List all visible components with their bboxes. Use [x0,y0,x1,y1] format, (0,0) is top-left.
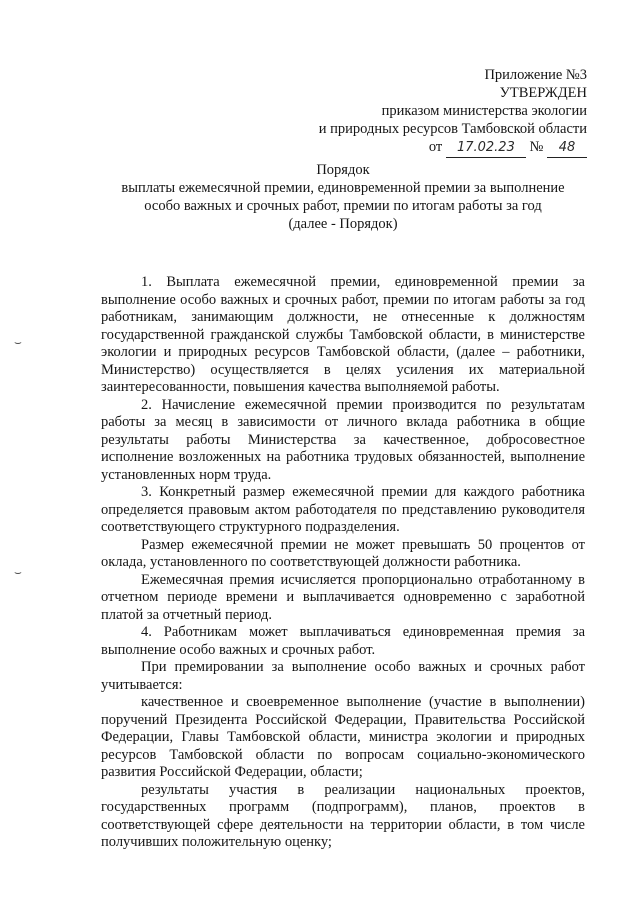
binding-mark-bottom: ⌣ [14,565,22,579]
paragraph: качественное и своевременное выполнение (участие в выполнении) поручений Президента Российской Федерации, Правительства Российской Федерации, Главы Тамбовской области, министра экологии и природных ресурсов Тамбовской области по вопросам социально-экономического развития Российской Федерации, области; [101,694,585,780]
paragraph: 4. Работникам может выплачиваться единовременная премия за выполнение особо важных и срочных работ. [101,624,585,658]
title-line-3: (далее - Порядок) [288,216,398,232]
approval-block [319,66,587,158]
approval-line-1: приказом министерства экологии [381,103,587,119]
approval-line-2: и природных ресурсов Тамбовской области [318,121,587,137]
document-body [101,274,585,852]
paragraph: результаты участия в реализации национальных проектов, государственных программ (подпрограмм), планов, проектов в соответствующей сфере деятельности на территории области, в том числе получивших положительную оценку; [101,781,585,850]
handwritten-number: 48 [547,139,587,158]
paragraph: 3. Конкретный размер ежемесячной премии для каждого работника определяется правовым актом работодателя по представлению руководителя соответствующего структурного подразделения. [101,484,585,535]
document-title [100,161,586,233]
paragraph: Ежемесячная премия исчисляется пропорционально отработанному в отчетном периоде времени и выплачивается одновременно с заработной платой за отчетный период. [101,571,585,623]
order-date-number [319,138,587,158]
binding-mark-top: ⌣ [14,335,22,349]
title-line-2: особо важных и срочных работ, премии по итогам работы за год [144,198,542,214]
number-label: № [529,139,544,155]
title-heading: Порядок [316,162,370,178]
appendix-number: Приложение №3 [484,67,587,83]
date-prefix: от [428,139,443,155]
paragraph: 2. Начисление ежемесячной премии производится по результатам работы за месяц в зависимости от личного вклада работника в общие результаты работы Министерства за качественное, добросовестное исполнение возложенных на работника трудовых обязанностей, выполнение установленных норм труда. [101,396,585,483]
approved-stamp: УТВЕРЖДЕН [499,85,587,101]
paragraph: При премировании за выполнение особо важных и срочных работ учитывается: [101,659,585,693]
title-line-1: выплаты ежемесячной премии, единовременной премии за выполнение [121,180,565,196]
paragraph: 1. Выплата ежемесячной премии, единовременной премии за выполнение особо важных и срочных работ, премии по итогам работы за год работникам, занимающим должности, не отнесенные к должностям государственной гражданской службы Тамбовской области, в министерстве экологии и природных ресурсов Тамбовской области, (далее – работники, Министерство) осуществляется в целях усиления их материальной заинтересованности, повышения качества выполняемой работы. [101,274,585,395]
handwritten-date: 17.02.23 [446,139,526,158]
paragraph: Размер ежемесячной премии не может превышать 50 процентов от оклада, установленного по соответствующей должности работника. [101,536,585,570]
